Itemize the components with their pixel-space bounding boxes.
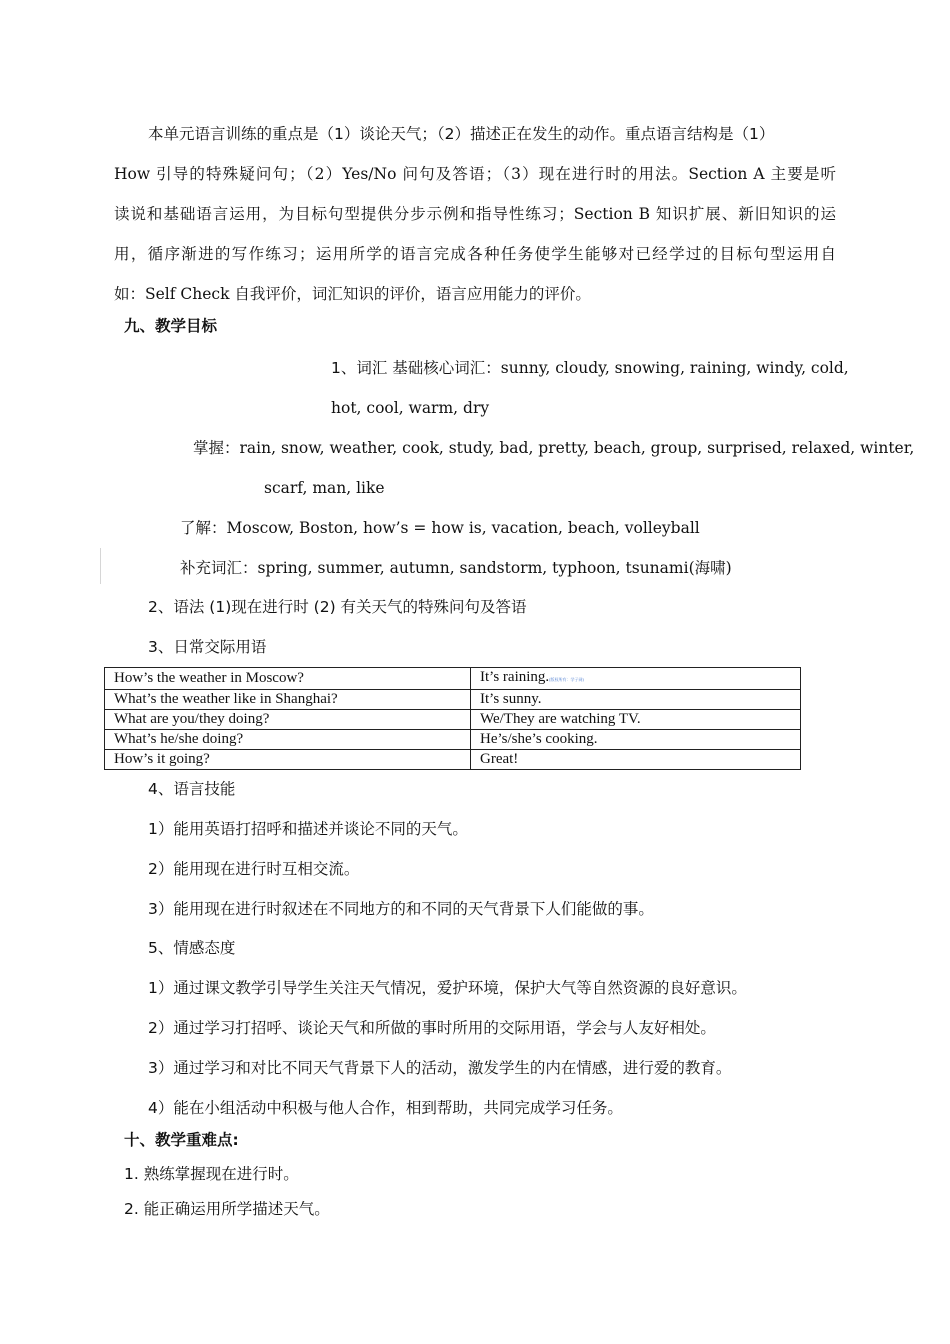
vocab-know-line bbox=[180, 518, 700, 538]
attitude-title: 5、情感态度 bbox=[148, 939, 236, 957]
table-cell-answer: Great! bbox=[471, 750, 801, 770]
vocab-master-words-1: rain, snow, weather, cook, study, bad, pretty, beach, group, surprised, relaxed, winter, bbox=[239, 439, 915, 457]
intro-line-1: 本单元语言训练的重点是（1）谈论天气；（2）描述正在发生的动作。重点语言结构是（1） bbox=[148, 125, 775, 143]
copyright-note: (版权所有：学子网) bbox=[549, 677, 584, 682]
table-row bbox=[105, 668, 801, 690]
grammar-line: 2、语法 (1)现在进行时 (2) 有关天气的特殊问句及答语 bbox=[148, 598, 527, 616]
table-cell-question: How’s it going? bbox=[105, 750, 471, 770]
table-row bbox=[105, 750, 801, 770]
intro-line-5: 如：Self Check 自我评价，词汇知识的评价，语言应用能力的评价。 bbox=[114, 285, 591, 303]
attitude-item: 4）能在小组活动中积极与他人合作，相到帮助，共同完成学习任务。 bbox=[148, 1099, 623, 1117]
table-cell-answer bbox=[471, 668, 801, 690]
vocab-master-words-2: scarf, man, like bbox=[264, 479, 385, 497]
table-cell-question: What are you/they doing? bbox=[105, 710, 471, 730]
vocab-know-words: Moscow, Boston, how’s = how is, vacation, beach, volleyball bbox=[226, 519, 700, 537]
skill-item: 2）能用现在进行时互相交流。 bbox=[148, 860, 360, 878]
attitude-item: 2）通过学习打招呼、谈论天气和所做的事时所用的交际用语，学会与人友好相处。 bbox=[148, 1019, 716, 1037]
table-cell-question: What’s he/she doing? bbox=[105, 730, 471, 750]
key-point-item: 1. 熟练掌握现在进行时。 bbox=[124, 1165, 299, 1183]
vocab-core-label: 1、词汇 基础核心词汇： bbox=[331, 359, 501, 377]
table-cell-question: What’s the weather like in Shanghai? bbox=[105, 690, 471, 710]
attitude-item: 1）通过课文教学引导学生关注天气情况，爱护环境，保护大气等自然资源的良好意识。 bbox=[148, 979, 747, 997]
skills-title: 4、语言技能 bbox=[148, 780, 236, 798]
vocab-extra-line bbox=[180, 558, 732, 578]
table-row bbox=[105, 730, 801, 750]
attitude-item: 3）通过学习和对比不同天气背景下人的活动，激发学生的内在情感，进行爱的教育。 bbox=[148, 1059, 732, 1077]
intro-line-3: 读说和基础语言运用，为目标句型提供分步示例和指导性练习；Section B 知识扩展、新旧知识的运 bbox=[114, 205, 836, 223]
vocab-know-label: 了解： bbox=[180, 519, 227, 537]
vocab-core-words-1: sunny, cloudy, snowing, raining, windy, cold, bbox=[500, 359, 849, 377]
phrases-table bbox=[104, 667, 801, 770]
skill-item: 1）能用英语打招呼和描述并谈论不同的天气。 bbox=[148, 820, 468, 838]
intro-line-2: How 引导的特殊疑问句；（2）Yes/No 问句及答语；（3）现在进行时的用法。Section A 主要是听 bbox=[114, 165, 836, 183]
answer-text: It’s raining. bbox=[480, 669, 550, 685]
vocab-extra-words: spring, summer, autumn, sandstorm, typhoon, tsunami(海啸) bbox=[257, 559, 732, 577]
vocab-core-line-1 bbox=[331, 358, 849, 378]
vocab-extra-label: 补充词汇： bbox=[180, 559, 258, 577]
table-cell-answer: He’s/she’s cooking. bbox=[471, 730, 801, 750]
margin-marker bbox=[100, 548, 101, 584]
table-cell-answer: It’s sunny. bbox=[471, 690, 801, 710]
section-9-title: 九、教学目标 bbox=[124, 317, 218, 335]
phrases-title: 3、日常交际用语 bbox=[148, 638, 267, 656]
table-row bbox=[105, 710, 801, 730]
vocab-core-words-2: hot, cool, warm, dry bbox=[331, 399, 490, 417]
skill-item: 3）能用现在进行时叙述在不同地方的和不同的天气背景下人们能做的事。 bbox=[148, 900, 654, 918]
table-cell-answer: We/They are watching TV. bbox=[471, 710, 801, 730]
table-row bbox=[105, 690, 801, 710]
vocab-master-label: 掌握： bbox=[193, 439, 240, 457]
section-10-title: 十、教学重难点: bbox=[124, 1131, 239, 1149]
intro-line-4: 用，循序渐进的写作练习；运用所学的语言完成各种任务使学生能够对已经学过的目标句型运用自 bbox=[114, 245, 836, 263]
table-cell-question: How’s the weather in Moscow? bbox=[105, 668, 471, 690]
key-point-item: 2. 能正确运用所学描述天气。 bbox=[124, 1200, 330, 1218]
vocab-master-line-1 bbox=[193, 438, 915, 458]
